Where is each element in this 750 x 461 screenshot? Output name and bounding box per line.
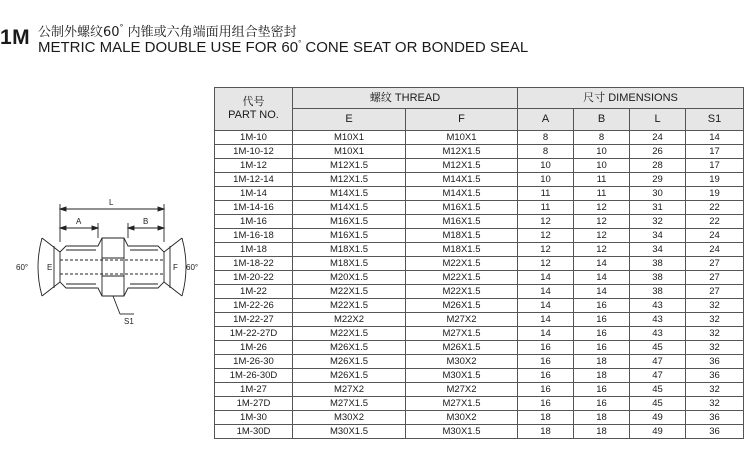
cell-a: 14: [518, 271, 574, 285]
cell-l: 47: [630, 355, 686, 369]
cell-part-no: 1M-30: [215, 411, 293, 425]
cell-f: M22X1.5: [406, 257, 518, 271]
table-row: [215, 285, 744, 299]
cell-e: M14X1.5: [293, 201, 406, 215]
cell-b: 18: [574, 425, 630, 439]
cell-s1: 36: [686, 411, 744, 425]
cell-s1: 22: [686, 201, 744, 215]
product-code: 1M: [0, 26, 31, 49]
cell-f: M27X2: [406, 383, 518, 397]
cell-a: 12: [518, 257, 574, 271]
title-cn-text: 公制外螺纹60: [38, 25, 120, 40]
header-part-no-en: PART NO.: [228, 109, 279, 121]
cell-part-no: 1M-22-26: [215, 299, 293, 313]
cell-b: 10: [574, 145, 630, 159]
label-a: A: [76, 217, 82, 226]
header-l: L: [630, 109, 686, 131]
cell-b: 16: [574, 383, 630, 397]
fitting-outline: [60, 238, 164, 296]
cell-b: 16: [574, 327, 630, 341]
cell-e: M22X1.5: [293, 285, 406, 299]
cell-f: M26X1.5: [406, 299, 518, 313]
cell-e: M22X1.5: [293, 299, 406, 313]
cell-a: 16: [518, 383, 574, 397]
cell-part-no: 1M-22: [215, 285, 293, 299]
cell-l: 30: [630, 187, 686, 201]
label-b: B: [143, 217, 149, 226]
table-row: [215, 173, 744, 187]
cell-l: 31: [630, 201, 686, 215]
cell-l: 24: [630, 131, 686, 145]
s1-leader: [113, 296, 120, 314]
cell-part-no: 1M-14: [215, 187, 293, 201]
cell-b: 8: [574, 131, 630, 145]
cell-part-no: 1M-26-30D: [215, 369, 293, 383]
header-dimensions: 尺寸 DIMENSIONS: [518, 88, 744, 109]
table-row: [215, 243, 744, 257]
cell-s1: 32: [686, 313, 744, 327]
cell-e: M27X1.5: [293, 397, 406, 411]
table-row: [215, 397, 744, 411]
cell-s1: 36: [686, 425, 744, 439]
cell-s1: 32: [686, 341, 744, 355]
table-row: [215, 369, 744, 383]
header-part-no-cn: 代号: [242, 96, 265, 108]
table-row: [215, 187, 744, 201]
cell-b: 18: [574, 369, 630, 383]
cell-s1: 32: [686, 397, 744, 411]
cell-a: 11: [518, 187, 574, 201]
table-row: [215, 383, 744, 397]
table-row: [215, 341, 744, 355]
table-row: [215, 313, 744, 327]
header-f: F: [406, 109, 518, 131]
cell-b: 14: [574, 271, 630, 285]
cell-e: M14X1.5: [293, 187, 406, 201]
title-cn-rest: 内锥或六角端面用组合垫密封: [123, 25, 297, 40]
cell-b: 14: [574, 257, 630, 271]
header-thread: 螺纹 THREAD: [293, 88, 518, 109]
cell-s1: 17: [686, 145, 744, 159]
fitting-technical-drawing: [6, 190, 206, 340]
cell-b: 12: [574, 243, 630, 257]
table-row: [215, 257, 744, 271]
cell-b: 12: [574, 201, 630, 215]
cell-a: 16: [518, 369, 574, 383]
cell-b: 10: [574, 159, 630, 173]
cell-f: M14X1.5: [406, 173, 518, 187]
cell-l: 38: [630, 257, 686, 271]
cell-e: M12X1.5: [293, 173, 406, 187]
cell-a: 18: [518, 425, 574, 439]
cell-part-no: 1M-18-22: [215, 257, 293, 271]
header-a: A: [518, 109, 574, 131]
cell-s1: 24: [686, 229, 744, 243]
cell-b: 16: [574, 341, 630, 355]
cell-l: 43: [630, 299, 686, 313]
table-row: [215, 425, 744, 439]
header-part-no: [215, 88, 293, 131]
cell-s1: 36: [686, 355, 744, 369]
cell-b: 16: [574, 299, 630, 313]
cell-f: M12X1.5: [406, 159, 518, 173]
cell-part-no: 1M-10: [215, 131, 293, 145]
cell-f: M30X1.5: [406, 369, 518, 383]
cell-f: M12X1.5: [406, 145, 518, 159]
cell-f: M16X1.5: [406, 201, 518, 215]
cell-e: M26X1.5: [293, 341, 406, 355]
cell-e: M26X1.5: [293, 369, 406, 383]
table-row: [215, 229, 744, 243]
cell-part-no: 1M-27D: [215, 397, 293, 411]
cell-f: M30X1.5: [406, 425, 518, 439]
cell-b: 12: [574, 229, 630, 243]
cell-f: M22X1.5: [406, 271, 518, 285]
cell-f: M30X2: [406, 411, 518, 425]
table-subheader-row: [215, 109, 744, 131]
cell-a: 18: [518, 411, 574, 425]
cell-f: M16X1.5: [406, 215, 518, 229]
cell-f: M27X1.5: [406, 397, 518, 411]
cell-part-no: 1M-26: [215, 341, 293, 355]
cell-part-no: 1M-12: [215, 159, 293, 173]
cell-part-no: 1M-22-27: [215, 313, 293, 327]
cell-e: M26X1.5: [293, 355, 406, 369]
cell-b: 11: [574, 173, 630, 187]
table-row: [215, 271, 744, 285]
cell-f: M18X1.5: [406, 229, 518, 243]
cell-e: M30X1.5: [293, 425, 406, 439]
cell-a: 14: [518, 285, 574, 299]
cell-l: 28: [630, 159, 686, 173]
cell-l: 32: [630, 215, 686, 229]
cell-a: 10: [518, 159, 574, 173]
header-s1: S1: [686, 109, 744, 131]
title-cn-degree: °: [119, 23, 124, 32]
label-f: F: [173, 263, 178, 272]
cell-part-no: 1M-18: [215, 243, 293, 257]
specification-table: [214, 87, 744, 439]
cell-l: 34: [630, 243, 686, 257]
cell-b: 12: [574, 215, 630, 229]
cell-s1: 22: [686, 215, 744, 229]
cell-s1: 32: [686, 327, 744, 341]
cell-a: 10: [518, 173, 574, 187]
cell-s1: 14: [686, 131, 744, 145]
cell-part-no: 1M-30D: [215, 425, 293, 439]
cell-l: 49: [630, 411, 686, 425]
cell-l: 43: [630, 313, 686, 327]
header-e: E: [293, 109, 406, 131]
cell-f: M30X2: [406, 355, 518, 369]
cell-e: M10X1: [293, 131, 406, 145]
cell-s1: 27: [686, 257, 744, 271]
cell-l: 38: [630, 271, 686, 285]
table-header-row: [215, 88, 744, 109]
table-row: [215, 131, 744, 145]
cell-l: 38: [630, 285, 686, 299]
cell-f: M27X2: [406, 313, 518, 327]
cell-part-no: 1M-14-16: [215, 201, 293, 215]
cell-part-no: 1M-10-12: [215, 145, 293, 159]
cell-a: 14: [518, 327, 574, 341]
cell-l: 47: [630, 369, 686, 383]
cell-e: M27X2: [293, 383, 406, 397]
cell-l: 45: [630, 383, 686, 397]
cell-s1: 27: [686, 271, 744, 285]
cell-part-no: 1M-16: [215, 215, 293, 229]
cell-l: 45: [630, 341, 686, 355]
cell-part-no: 1M-16-18: [215, 229, 293, 243]
title-english: [38, 39, 528, 56]
cell-a: 11: [518, 201, 574, 215]
table-row: [215, 299, 744, 313]
cell-l: 49: [630, 425, 686, 439]
title-chinese: [38, 21, 297, 40]
title-en-degree: °: [298, 39, 302, 48]
label-s1: S1: [124, 317, 134, 326]
cell-e: M16X1.5: [293, 215, 406, 229]
cell-s1: 36: [686, 369, 744, 383]
label-angle-left: 60°: [16, 263, 29, 272]
cell-b: 18: [574, 411, 630, 425]
cell-b: 11: [574, 187, 630, 201]
cell-part-no: 1M-22-27D: [215, 327, 293, 341]
label-l: L: [109, 198, 114, 207]
title-en-rest: CONE SEAT OR BONDED SEAL: [301, 39, 529, 56]
cell-l: 34: [630, 229, 686, 243]
cell-e: M16X1.5: [293, 229, 406, 243]
cell-l: 29: [630, 173, 686, 187]
table-row: [215, 355, 744, 369]
cell-e: M18X1.5: [293, 257, 406, 271]
cell-e: M22X1.5: [293, 327, 406, 341]
cell-b: 16: [574, 313, 630, 327]
title-en-text: METRIC MALE DOUBLE USE FOR 60: [38, 39, 299, 56]
table-row: [215, 159, 744, 173]
cell-s1: 27: [686, 285, 744, 299]
cell-b: 14: [574, 285, 630, 299]
cell-f: M27X1.5: [406, 327, 518, 341]
cell-f: M26X1.5: [406, 341, 518, 355]
cell-a: 16: [518, 341, 574, 355]
table-row: [215, 215, 744, 229]
cell-e: M22X2: [293, 313, 406, 327]
cell-part-no: 1M-20-22: [215, 271, 293, 285]
header-b: B: [574, 109, 630, 131]
cell-s1: 19: [686, 187, 744, 201]
cell-s1: 19: [686, 173, 744, 187]
cell-part-no: 1M-27: [215, 383, 293, 397]
cell-f: M18X1.5: [406, 243, 518, 257]
cell-e: M10X1: [293, 145, 406, 159]
cell-part-no: 1M-26-30: [215, 355, 293, 369]
cell-f: M10X1: [406, 131, 518, 145]
cell-a: 12: [518, 243, 574, 257]
table-row: [215, 145, 744, 159]
table-row: [215, 201, 744, 215]
cell-e: M12X1.5: [293, 159, 406, 173]
cell-s1: 17: [686, 159, 744, 173]
table-row: [215, 327, 744, 341]
cell-s1: 32: [686, 383, 744, 397]
cell-l: 43: [630, 327, 686, 341]
cell-b: 18: [574, 355, 630, 369]
cell-f: M14X1.5: [406, 187, 518, 201]
cell-b: 16: [574, 397, 630, 411]
label-angle-right: 60°: [186, 263, 199, 272]
cell-a: 8: [518, 145, 574, 159]
cell-f: M22X1.5: [406, 285, 518, 299]
cell-a: 14: [518, 299, 574, 313]
cell-a: 14: [518, 313, 574, 327]
cell-a: 16: [518, 355, 574, 369]
cell-e: M20X1.5: [293, 271, 406, 285]
cell-e: M18X1.5: [293, 243, 406, 257]
cell-a: 12: [518, 229, 574, 243]
cell-part-no: 1M-12-14: [215, 173, 293, 187]
cell-s1: 24: [686, 243, 744, 257]
cell-e: M30X2: [293, 411, 406, 425]
label-e: E: [47, 263, 53, 272]
cell-s1: 32: [686, 299, 744, 313]
cell-l: 45: [630, 397, 686, 411]
cell-a: 12: [518, 215, 574, 229]
cell-l: 26: [630, 145, 686, 159]
table-row: [215, 411, 744, 425]
cell-a: 8: [518, 131, 574, 145]
cell-a: 16: [518, 397, 574, 411]
